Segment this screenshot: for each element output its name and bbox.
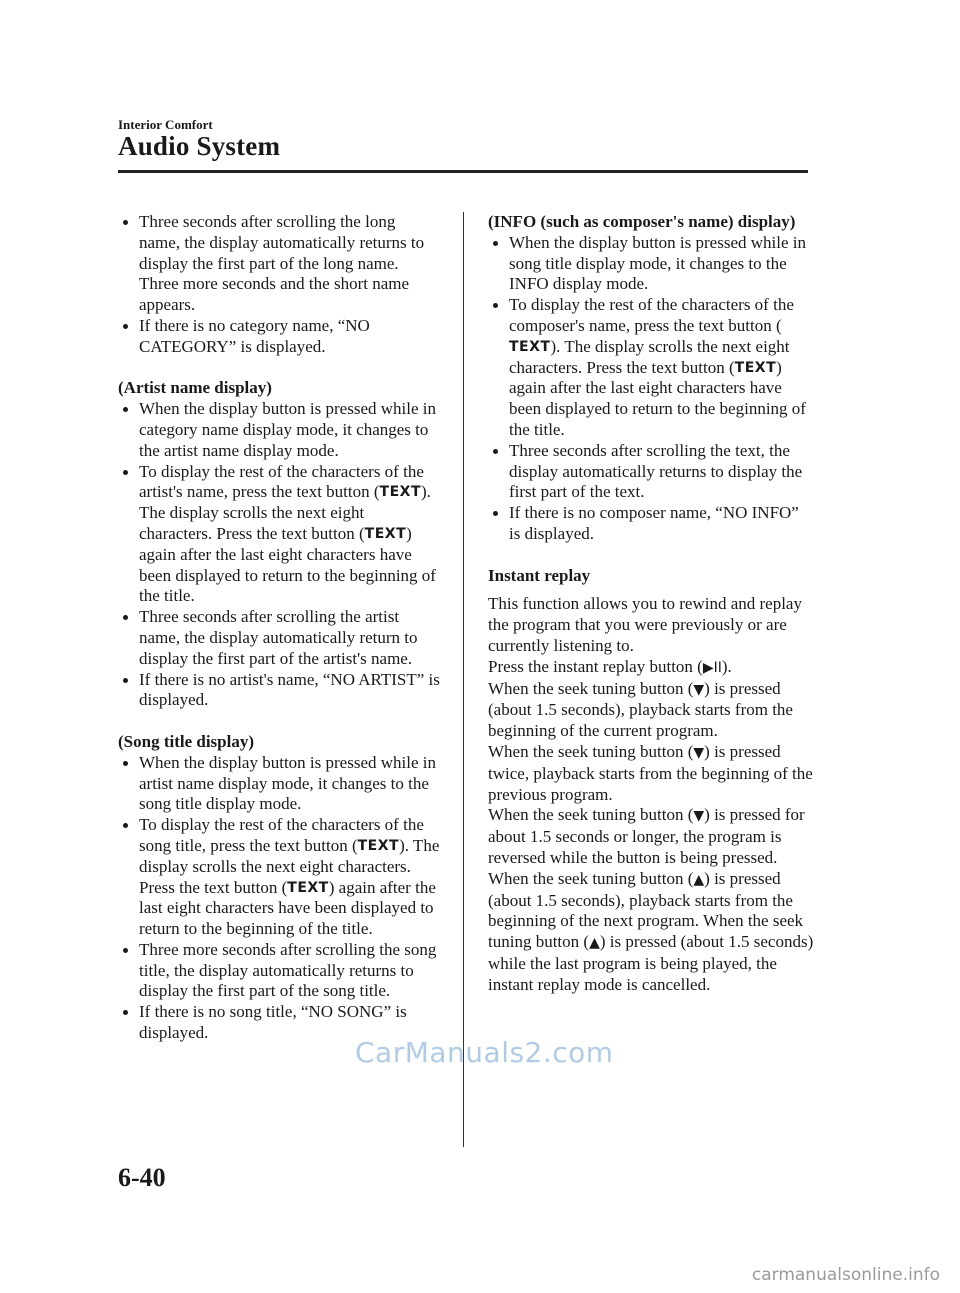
- list-item: If there is no artist's name, “NO ARTIST” is displayed.: [118, 670, 440, 712]
- page-title: Audio System: [118, 131, 281, 161]
- list-item: Three more seconds after scrolling the song title, the display automatically returns to display the first part of the song title.: [118, 940, 440, 1002]
- replay-paragraph: When the seek tuning button (▲) is pressed (about 1.5 seconds), playback starts from the beginning of the next program. When the seek tuning button (▲) is pressed (about 1.5 seconds) while the last program is being played, the instant replay mode is cancelled.: [488, 868, 814, 994]
- up-arrow-icon: ▲: [589, 935, 600, 952]
- right-column: [488, 212, 814, 995]
- list-item: Three seconds after scrolling the text, the display automatically returns to display the first part of the text.: [488, 441, 814, 503]
- bullet-icon: [123, 678, 128, 683]
- song-heading: (Song title display): [118, 731, 255, 751]
- bullet-icon: [123, 324, 128, 329]
- list-item: If there is no composer name, “NO INFO” is displayed.: [488, 503, 814, 545]
- list-item: To display the rest of the characters of the composer's name, press the text button (TEXT). The display scrolls the next eight characters. Press the text button (TEXT) again after the last eight characters have been displayed to return to the beginning of the title.: [488, 295, 814, 441]
- bullet-icon: [123, 470, 128, 475]
- bullet-icon: [123, 761, 128, 766]
- text-button-icon: TEXT: [509, 338, 551, 355]
- text-button-icon: TEXT: [734, 359, 777, 376]
- down-arrow-icon: ▼: [693, 808, 705, 825]
- artist-heading: (Artist name display): [118, 378, 272, 398]
- replay-paragraph: When the seek tuning button (▼) is pressed twice, playback starts from the beginning of the previous program.: [488, 741, 813, 804]
- info-bullet-list: [488, 233, 814, 545]
- section-label: Interior Comfort: [118, 117, 213, 132]
- instant-replay-heading: Instant replay: [488, 565, 591, 585]
- bullet-icon: [493, 449, 498, 454]
- down-arrow-icon: ▼: [693, 744, 705, 761]
- list-item: Three seconds after scrolling the artist name, the display automatically return to display the first part of the artist's name.: [118, 607, 440, 669]
- page-number: 6-40: [118, 1163, 166, 1192]
- left-column: [118, 212, 440, 1044]
- down-arrow-icon: ▼: [693, 681, 705, 698]
- bullet-icon: [123, 823, 128, 828]
- up-arrow-icon: ▲: [693, 871, 705, 888]
- list-item: When the display button is pressed while in song title display mode, it changes to the INFO display mode.: [488, 233, 814, 295]
- bullet-icon: [123, 407, 128, 412]
- play-pause-icon: ▶II: [702, 659, 722, 676]
- intro-bullet-list: [118, 212, 440, 358]
- column-divider: [463, 212, 464, 1147]
- list-item: If there is no category name, “NO CATEGORY” is displayed.: [118, 316, 440, 358]
- replay-paragraph: When the seek tuning button (▼) is pressed for about 1.5 seconds or longer, the program is reversed while the button is being pressed.: [488, 805, 805, 867]
- bullet-icon: [493, 511, 498, 516]
- title-rule: [118, 170, 808, 173]
- list-item: Three seconds after scrolling the long name, the display automatically returns to display the first part of the long name. Three more seconds and the short name appears.: [118, 212, 440, 316]
- text-button-icon: TEXT: [364, 525, 407, 542]
- list-item: To display the rest of the characters of the song title, press the text button (TEXT). The display scrolls the next eight characters. Press the text button (TEXT) again after the last eight characters have been displayed to return to the beginning of the title.: [118, 815, 440, 940]
- song-bullet-list: [118, 753, 440, 1044]
- replay-paragraph: When the seek tuning button (▼) is pressed (about 1.5 seconds), playback starts from the beginning of the current program.: [488, 678, 793, 741]
- list-item: To display the rest of the characters of the artist's name, press the text button (TEXT). The display scrolls the next eight characters. Press the text button (TEXT) again after the last eight characters have been displayed to return to the beginning of the title.: [118, 462, 440, 608]
- text-button-icon: TEXT: [287, 879, 329, 896]
- list-item: If there is no song title, “NO SONG” is displayed.: [118, 1002, 440, 1044]
- bullet-icon: [123, 220, 128, 225]
- bullet-icon: [123, 615, 128, 620]
- bullet-icon: [123, 948, 128, 953]
- text-button-icon: TEXT: [379, 484, 422, 501]
- bullet-icon: [493, 241, 498, 246]
- bullet-icon: [493, 303, 498, 308]
- list-item: When the display button is pressed while in category name display mode, it changes to the artist name display mode.: [118, 399, 440, 461]
- footer-watermark: carmanualsonline.info: [751, 1265, 940, 1285]
- watermark-logo: CarManuals2.com: [355, 1036, 614, 1069]
- replay-intro: This function allows you to rewind and replay the program that you were previously or are currently listening to.: [488, 594, 802, 655]
- artist-bullet-list: [118, 399, 440, 711]
- replay-press-paragraph: Press the instant replay button (▶II).: [488, 656, 732, 676]
- info-heading: (INFO (such as composer's name) display): [488, 212, 796, 231]
- bullet-icon: [123, 1010, 128, 1015]
- text-button-icon: TEXT: [357, 837, 400, 854]
- list-item: When the display button is pressed while in artist name display mode, it changes to the song title display mode.: [118, 753, 440, 815]
